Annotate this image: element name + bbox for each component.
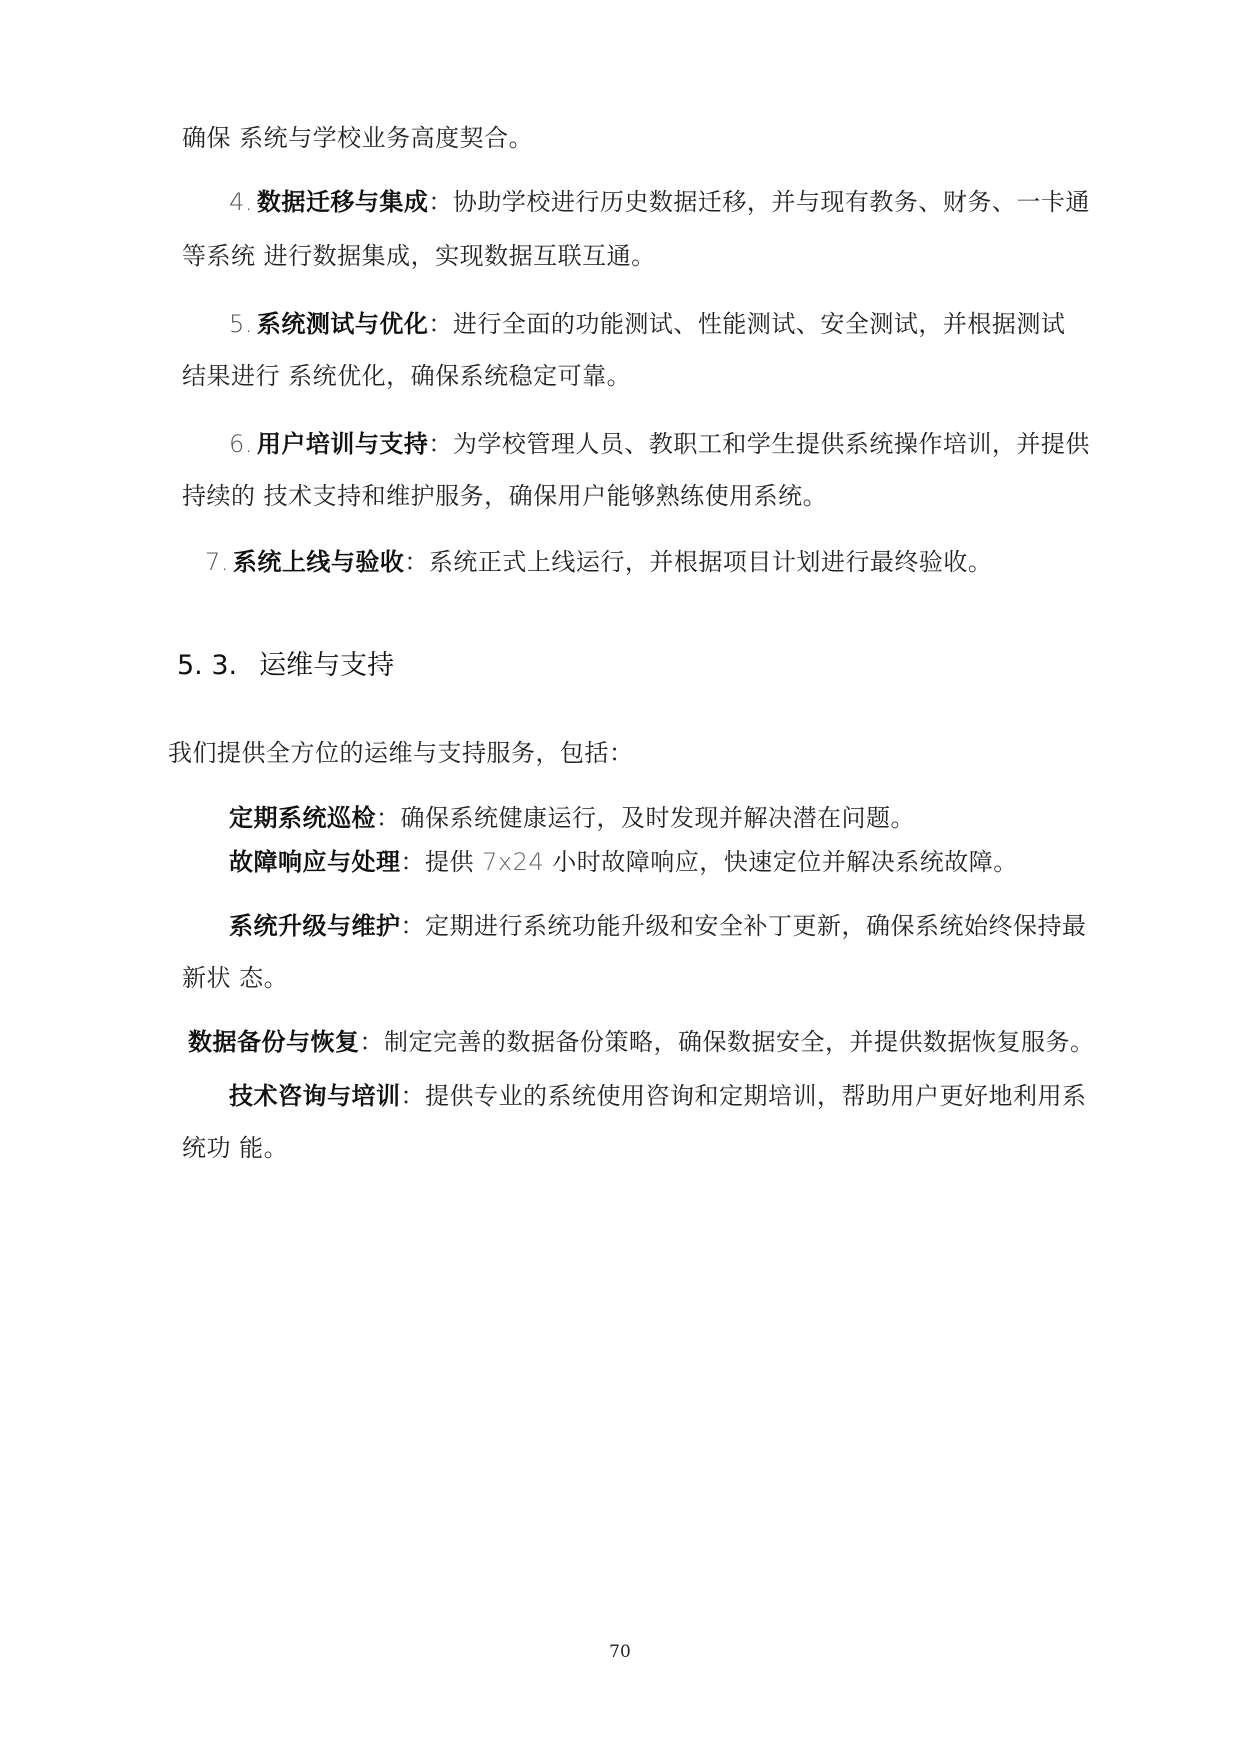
item-term: 系统测试与优化 [256, 310, 429, 338]
service-text: 统功 能。 [182, 1134, 289, 1162]
service-text: 定期进行系统功能升级和安全补丁更新，确保系统始终保持最 [425, 912, 1087, 940]
item-term: 系统上线与验收 [232, 548, 405, 576]
item-number: 5. [229, 310, 253, 338]
service-item-upgrade [229, 910, 1087, 942]
service-text: 提供专业的系统使用咨询和定期培训，帮助用户更好地利用系 [425, 1082, 1087, 1110]
item-number: 7. [205, 548, 229, 576]
text: 确保 系统与学校业务高度契合。 [182, 124, 534, 152]
list-item-5 [229, 308, 1065, 340]
item-term: 数据迁移与集成 [256, 188, 429, 216]
item-number: 4. [229, 188, 253, 216]
service-term: 故障响应与处理 [229, 848, 401, 876]
list-item-4-line2 [182, 240, 656, 272]
service-item-inspection [229, 802, 915, 834]
item-text: 为学校管理人员、教职工和学生提供系统操作培训，并提供 [452, 430, 1090, 458]
list-item-6 [229, 428, 1090, 460]
service-item-backup [188, 1026, 1095, 1058]
service-term: 技术咨询与培训 [229, 1082, 401, 1110]
intro-text: 我们提供全方位的运维与支持服务，包括： [168, 739, 634, 767]
item-term: 用户培训与支持 [256, 430, 429, 458]
service-hours: 7x24 [482, 848, 545, 876]
item-text: 等系统 进行数据集成，实现数据互联互通。 [182, 242, 656, 270]
service-pre: 提供 [425, 848, 483, 876]
service-colon: ： [376, 804, 401, 832]
section-title: 运维与支持 [259, 650, 395, 681]
item-colon: ： [428, 188, 453, 216]
service-colon: ： [400, 848, 425, 876]
section-number: 5. 3. [177, 650, 238, 681]
service-text: 确保系统健康运行，及时发现并解决潜在问题。 [400, 804, 915, 832]
item-colon: ： [428, 430, 453, 458]
item-text: 进行全面的功能测试、性能测试、安全测试，并根据测试 [452, 310, 1066, 338]
item-text: 协助学校进行历史数据迁移，并与现有教务、财务、一卡通 [452, 188, 1090, 216]
service-text: 制定完善的数据备份策略，确保数据安全，并提供数据恢复服务。 [384, 1028, 1095, 1056]
service-term: 系统升级与维护 [229, 912, 401, 940]
service-item-consulting [229, 1080, 1087, 1112]
paragraph-continuation [182, 122, 533, 154]
service-item-fault-response [229, 846, 1018, 878]
list-item-5-line2 [182, 360, 631, 392]
service-item-consulting-line2 [182, 1132, 288, 1164]
item-colon: ： [404, 548, 429, 576]
service-colon: ： [400, 912, 425, 940]
section-heading [177, 648, 394, 684]
list-item-7 [205, 546, 992, 578]
service-text: 小时故障响应，快速定位并解决系统故障。 [544, 848, 1018, 876]
service-term: 数据备份与恢复 [188, 1028, 360, 1056]
item-text: 持续的 技术支持和维护服务，确保用户能够熟练使用系统。 [182, 482, 828, 510]
service-colon: ： [400, 1082, 425, 1110]
section-intro [168, 737, 634, 769]
item-text: 结果进行 系统优化，确保系统稳定可靠。 [182, 362, 632, 390]
service-term: 定期系统巡检 [229, 804, 376, 832]
service-colon: ： [359, 1028, 384, 1056]
list-item-6-line2 [182, 480, 827, 512]
service-item-upgrade-line2 [182, 962, 288, 994]
item-text: 系统正式上线运行，并根据项目计划进行最终验收。 [428, 548, 993, 576]
item-number: 6. [229, 430, 253, 458]
list-item-4 [229, 186, 1090, 218]
item-colon: ： [428, 310, 453, 338]
service-text: 新状 态。 [182, 964, 289, 992]
page-number: 70 [609, 1642, 631, 1662]
